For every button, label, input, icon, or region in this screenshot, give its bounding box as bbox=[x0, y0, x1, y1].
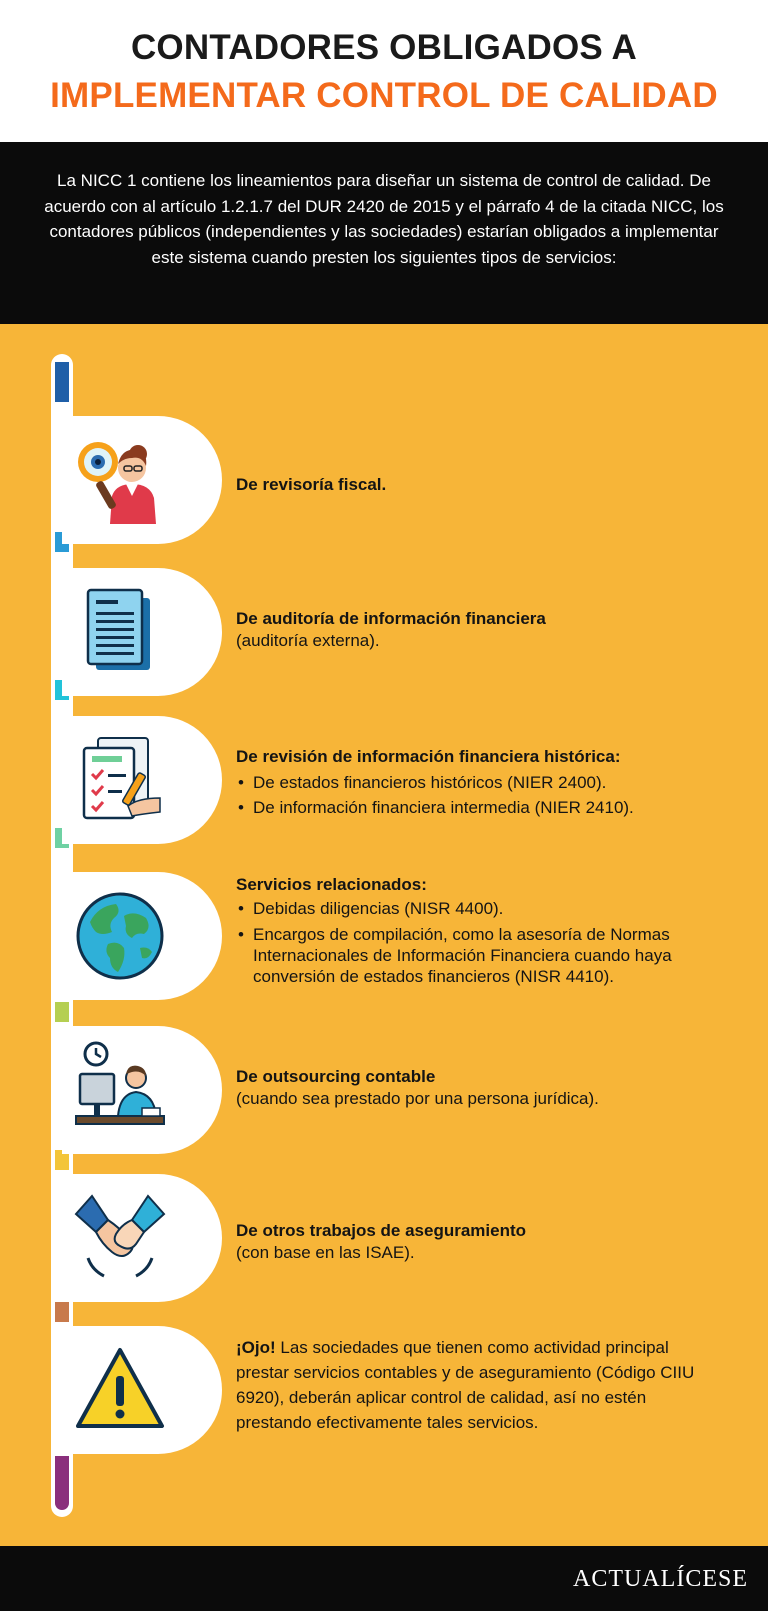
timeline-segment bbox=[55, 1302, 69, 1322]
item-text bbox=[236, 746, 736, 819]
warning-text bbox=[236, 1335, 726, 1435]
brand-logo: ACTUALÍCESE bbox=[573, 1566, 748, 1592]
item-text bbox=[236, 474, 736, 496]
item-title: De auditoría de información financiera bbox=[236, 609, 546, 628]
item-subtitle: (auditoría externa). bbox=[236, 631, 380, 650]
office-worker-icon bbox=[72, 1040, 168, 1136]
timeline-segment bbox=[55, 1002, 69, 1022]
item-title: De revisoría fiscal. bbox=[236, 475, 387, 494]
footer bbox=[0, 1546, 768, 1611]
item-title: De otros trabajos de aseguramiento bbox=[236, 1221, 527, 1240]
globe-icon bbox=[72, 888, 168, 984]
title-line-2: IMPLEMENTAR CONTROL DE CALIDAD bbox=[50, 76, 718, 115]
checklist-icon bbox=[72, 732, 168, 828]
intro-panel bbox=[0, 142, 768, 324]
magnifier-person-icon bbox=[72, 432, 168, 528]
timeline-segment bbox=[55, 1456, 69, 1510]
item-text bbox=[236, 1220, 736, 1264]
document-icon bbox=[72, 584, 168, 680]
item-subtitle: (con base en las ISAE). bbox=[236, 1243, 415, 1262]
bullet-item: • Debidas diligencias (NISR 4400). bbox=[236, 898, 736, 920]
header bbox=[0, 0, 768, 142]
item-bullets bbox=[236, 772, 736, 819]
bullet-item: • De estados financieros históricos (NIER 2400). bbox=[236, 772, 736, 794]
bullet-item: • De información financiera intermedia (NIER 2410). bbox=[236, 797, 736, 819]
item-text bbox=[236, 874, 736, 987]
item-title: Servicios relacionados: bbox=[236, 875, 427, 894]
bullet-item: • Encargos de compilación, como la asesoría de Normas Internacionales de Información Financiera cuando haya conversión de estados financieros (NISR 4410). bbox=[236, 924, 736, 987]
item-subtitle: (cuando sea prestado por una persona jurídica). bbox=[236, 1089, 599, 1108]
item-text bbox=[236, 1066, 736, 1110]
warning-icon bbox=[72, 1342, 168, 1438]
intro-text: La NICC 1 contiene los lineamientos para diseñar un sistema de control de calidad. De acuerdo con al artículo 1.2.1.7 del DUR 2420 de 2015 y el párrafo 4 de la citada NICC, los contadores públicos (independientes y las sociedades) estarían obligados a implementar este sistema cuando presten los siguientes tipos de servicios: bbox=[44, 171, 724, 267]
item-title: De outsourcing contable bbox=[236, 1067, 436, 1086]
item-title: De revisión de información financiera histórica: bbox=[236, 747, 621, 766]
warning-lead: ¡Ojo! bbox=[236, 1338, 276, 1357]
handshake-icon bbox=[72, 1190, 168, 1286]
warning-body: Las sociedades que tienen como actividad principal prestar servicios contables y de aseguramiento (Código CIIU 6920), deberán aplicar control de calidad, así no estén prestando efectivamente tales servicios. bbox=[236, 1338, 695, 1432]
item-text bbox=[236, 608, 736, 652]
item-bullets bbox=[236, 898, 736, 987]
timeline-segment bbox=[55, 362, 69, 402]
title-line-1: CONTADORES OBLIGADOS A bbox=[130, 28, 638, 67]
